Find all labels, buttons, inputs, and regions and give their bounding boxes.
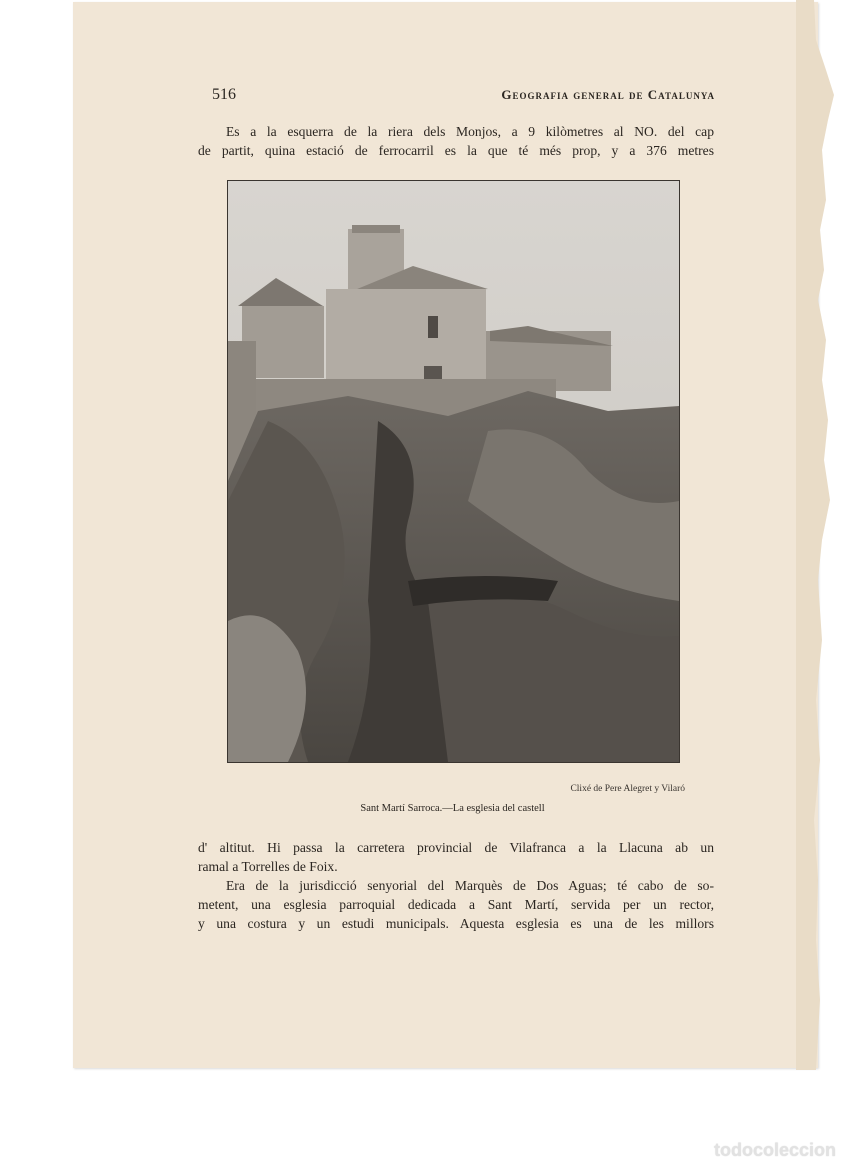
bottom-paragraph-1 (198, 838, 714, 876)
torn-page-edge (796, 0, 836, 1070)
text-line: ramal a Torrelles de Foix. (198, 859, 338, 874)
page-number: 516 (212, 86, 236, 103)
watermark: todocoleccion (713, 1140, 836, 1160)
bottom-paragraph-2 (198, 876, 714, 933)
text-line: y una costura y un estudi municipals. Aquesta esglesia es una de les millors (198, 916, 714, 931)
figure-caption: Sant Martí Sarroca.—La esglesia del castell (360, 803, 545, 814)
text-line: d' altitut. Hi passa la carretera provincial de Vilafranca a la Llacuna ab un (198, 840, 714, 855)
running-head: Geografia general de Catalunya (501, 87, 715, 102)
text-line: de partit, quina estació de ferrocarril es la que té més prop, y a 376 metres (198, 143, 714, 158)
page-header (212, 86, 715, 108)
text-line: Es a la esquerra de la riera dels Monjos, a 9 kilòmetres al NO. del cap (226, 124, 714, 139)
photo-credit: Clixé de Pere Alegret y Vilaró (570, 784, 685, 794)
text-line: Era de la jurisdicció senyorial del Marquès de Dos Aguas; té cabo de so- (226, 878, 714, 893)
church-photograph (227, 180, 680, 763)
text-line: metent, una esglesia parroquial dedicada a Sant Martí, servida per un rector, (198, 897, 714, 912)
top-paragraph (198, 122, 714, 160)
